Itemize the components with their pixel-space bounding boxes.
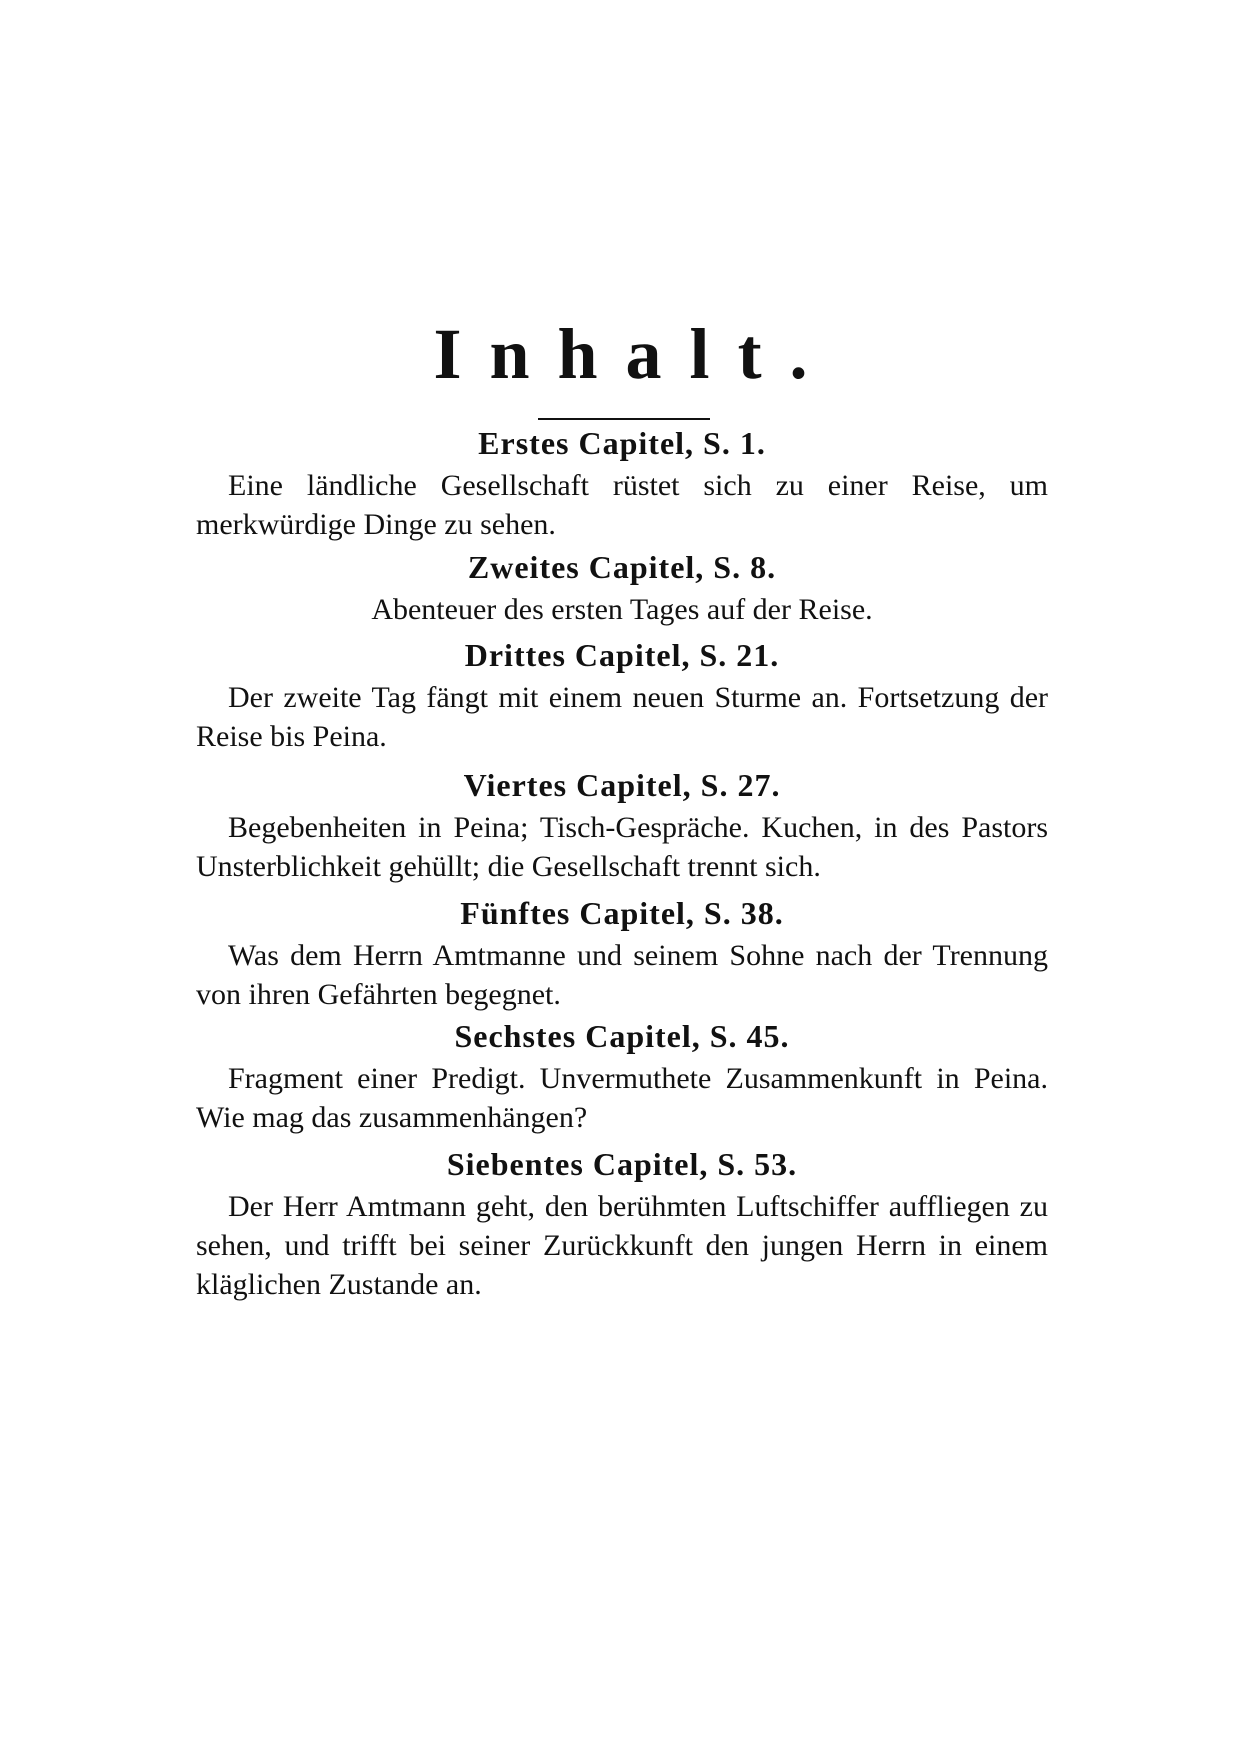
chapter-summary: Begebenheiten in Peina; Tisch-Gespräche. Kuchen, in des Pastors Unsterblichkeit gehüllt; die Gesellschaft trennt sich. [196, 811, 1048, 883]
chapter-entry-6 [196, 1015, 1048, 1137]
chapter-summary: Der Herr Amtmann geht, den berühmten Luftschiffer auffliegen zu sehen, und trifft bei seiner Zurückkunft den jungen Herrn in einem kläglichen Zustande an. [196, 1190, 1048, 1301]
chapter-entry-2 [196, 546, 1048, 629]
chapter-heading: Sechstes Capitel, S. 45. [454, 1018, 790, 1054]
chapter-heading: Erstes Capitel, S. 1. [478, 425, 766, 461]
chapter-summary: Der zweite Tag fängt mit einem neuen Sturme an. Fortsetzung der Reise bis Peina. [196, 681, 1048, 753]
chapter-heading: Drittes Capitel, S. 21. [464, 637, 780, 673]
chapter-entry-3 [196, 634, 1048, 756]
chapter-heading: Siebentes Capitel, S. 53. [446, 1146, 798, 1182]
chapter-summary: Fragment einer Predigt. Unvermuthete Zusammenkunft in Peina. Wie mag das zusammenhängen? [196, 1062, 1048, 1134]
page-title: Inhalt. [433, 314, 836, 394]
chapter-heading: Viertes Capitel, S. 27. [463, 767, 781, 803]
chapter-entry-1 [196, 422, 1048, 544]
chapter-summary: Abenteuer des ersten Tages auf der Reise. [371, 593, 873, 626]
chapter-summary: Eine ländliche Gesellschaft rüstet sich zu einer Reise, um merkwürdige Dinge zu sehen. [196, 469, 1048, 541]
chapter-entry-7 [196, 1143, 1048, 1304]
title-divider [538, 418, 710, 420]
chapter-summary: Was dem Herrn Amtmanne und seinem Sohne nach der Trennung von ihren Gefährten begegnet. [196, 939, 1048, 1011]
chapter-entry-4 [196, 764, 1048, 886]
chapter-heading: Fünftes Capitel, S. 38. [460, 895, 784, 931]
chapter-entry-5 [196, 892, 1048, 1014]
chapter-heading: Zweites Capitel, S. 8. [467, 549, 777, 585]
